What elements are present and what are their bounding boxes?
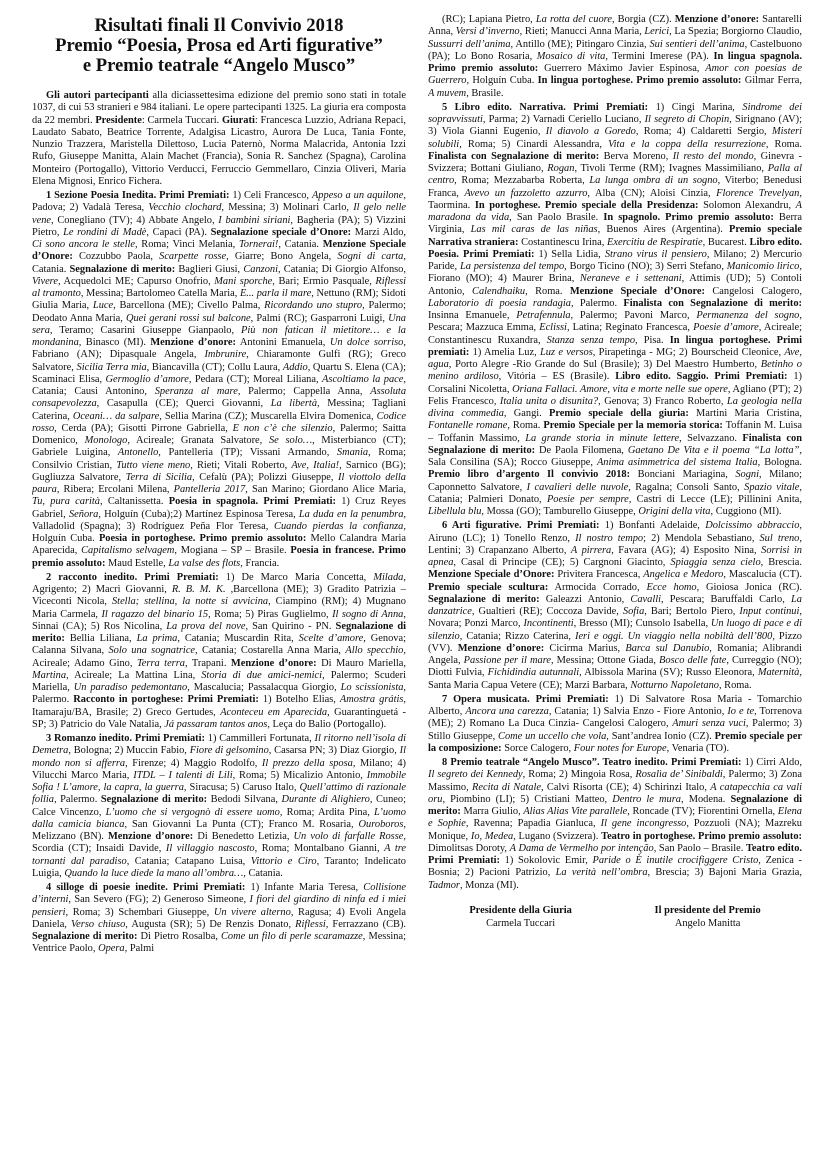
paragraphs_right-paragraph: 7 Opera musicata. Primi Premiati: 1) Di Salvatore Rosa Maria - Tomarchio Alberto, Ancora una carezza, Catania; 1) Salvia Enzo - Fiore Antonio, Io e te, Torrenova (ME); 2) Romano La Duca Cinzia- Cangelosi Calogero, Amuri senza vuci, Palermo; 3) Stillo Giuseppe, Come un uccello che vola, Sant’andrea Ionio (CZ). Premio speciale per la composizione: Sorce Calogero, Four notes for Europe, Venaria (TO).	[428, 693, 802, 754]
signature-name: Carmela Tuccari	[486, 917, 556, 929]
paragraphs_left-paragraph: 3 Romanzo inedito. Primi Premiati: 1) Cammilleri Fortunata, Il ritorno nell’isola di Demetra, Bologna; 2) Muccin Fabio, Fiore di gelsomino, Casarsa PN; 3) Diaz Giorgio, Il mondo non si afferra, Firenze; 4) Maggio Rodolfo, Il prezzo della sposa, Milano; 4) Vilucchi Marco Maria, ITDL – I talenti di Lili, Roma; 5) Micalizio Antonio, Immobile Sofia ! L’amore, la capra, la guerra, Siracusa; 5) Caruso Italo, Quell’attimo di razionale follia, Palermo. Segnalazione di merito: Bedodi Silvana, Durante di Alighiero, Cuneo; Calce Vincenzo, L’uomo che si vergognò di essere uomo, Roma; Ardita Pina, L’uomo dalla camicia bianca, San Giovanni La Punta (CT); Franco M. Rosaria, Ouroboros, Melizzano (BN). Menzione d’onore: Di Benedetto Letizia, Un volo di farfalle Rosse, Scordia (CT); Insaidi Davide, Il villaggio nascosto, Roma; Montalbano Gianni, A tre tornanti dal paradiso, Catania; Catapano Luisa, Vittorio e Ciro, Taranto; Indelicato Luigia, Quando la luce diede la mano all’ombra…, Catania.	[32, 733, 406, 879]
paragraphs_right-paragraph: (RC); Lapiana Pietro, La rotta del cuore, Borgia (CZ). Menzione d’onore: Santarelli Anna, Versi d’inverno, Rieti; Manucci Anna Maria, Lerici, La Spezia; Borgiorno Claudio, Sussurri dell’anima, Antillo (ME); Pitingaro Cinzia, Sui sentieri dell’anima, Castelbuono (PA); Lo Bono Rosaria, Mosaico di vita, Termini Imerese (PA). In lingua spagnola. Primo premio assoluto: Guerrero Máximo Javier Espinosa, Amor con poesías de Guerrero, Holguín Cuba. In lingua portoghese. Primo premio assoluto: Gilmar Ferra, A muvem, Brasile.	[428, 14, 802, 99]
title-line-3: e Premio teatrale “Angelo Musco”	[82, 55, 356, 76]
paragraphs_right-paragraph: 6 Arti figurative. Primi Premiati: 1) Bonfanti Adelaide, Dolcissimo abbraccio, Airuno (LC); 1) Tonello Renzo, Il nostro tempo; 2) Mendola Sebastiano, Sul treno, Lentini; 3) Crapanzano Alberto, A pirrera, Favara (AG); 4) Esposito Nina, Sorrisi in apnea, Casal di Principe (CE); 5) Cargnoni Giacinto, Spiaggia senza cielo, Brescia. Menzione Speciale d’Onore: Privitera Francesca, Angelica e Medoro, Mascalucia (CT). Premio speciale scultura: Armocida Corrado, Ecce homo, Gioiosa Jonica (RC). Segnalazione di merito: Galeazzi Antonio, Cavalli, Pescara; Baruffaldi Carlo, La danzatrice, Gualtieri (RE); Coccoza Davide, Sofia, Bari; Bertolo Piero, Input continui, Novara; Ponzi Marco, Incontinenti, Bresso (MI); Cunsolo Isabella, Un luogo di pace e di silenzio, Catania; Rizzo Caterina, Ieri e oggi. Un viaggio nella nobiltà dell’800, Pizzo (VV). Menzione d’onore: Cicirma Marius, Barca sul Danubio, Romania; Alibrandi Angela, Passione per il mare, Messina; Ottone Giada, Bosco delle fate, Curreggio (NO); Diotti Fulvia, Fichidindia autunnali, Albissola Marina (SV); Russo Eleonora, Maternità, Santa Maria Capua Vetere (CE); Marzi Barbara, Notturno Napoletano, Roma.	[428, 520, 802, 691]
paragraphs_left-paragraph: 2 racconto inedito. Primi Premiati: 1) De Marco Maria Concetta, Milada, Agrigento; 2) Macrì Giovanni, R. B. M. K. ,Barcellona (ME); 3) Gradito Patrizia – Viceconti Nicola, Stella; stellina, la notte si avvicina, Ciampino (RM); 4) Mugnano Maria Carmela, Il ragazzo del binario 15, Roma; 5) Piras Guglielmo, Il sogno di Anna, Sinnai (CA); 5) Ros Nicolina, La prova del nove, San Quirino - PN. Segnalazione di merito: Bellia Liliana, La prima, Catania; Muscardin Rita, Scelte d’amore, Genova; Calanna Silvana, Solo una sognatrice, Catania; Costarella Anna Maria, Allo specchio, Acireale; Adamo Gino, Terra terra, Trapani. Menzione d’onore: Di Mauro Mariella, Martina, Acireale; La Mattina Lina, Storia di due amici-nemici, Palermo; Scuderi Mariella, Un paradiso pedemontano, Mascalucia; Passalacqua Giorgio, Lo scissionista, Palermo. Racconto in portoghese: Primi Premiati: 1) Botelho Elias, Amostra grátis, Itamaraju/BA, Brasile; 2) Greco Gertudes, Aconteceu em Aparecida, Guarantinguetá - SP; 3) Patricio do Vale Natalia, Já passaram tantos anos, Leça do Balio (Portogallo).	[32, 571, 406, 730]
signatures	[428, 904, 802, 930]
signature-name: Angelo Manitta	[674, 917, 741, 929]
results-page	[32, 14, 802, 1159]
title-line-1: Risultati finali Il Convivio 2018	[94, 15, 344, 36]
signature-role: Il presidente del Premio	[654, 904, 761, 916]
left-column	[32, 14, 406, 1159]
paragraphs_right-paragraph: 5 Libro edito. Narrativa. Primi Premiati: 1) Cingi Marina, Sindrome dei sopravvissuti, Parma; 2) Varnadi Ceriello Luciano, Il segreto di Chopin, Sirignano (AV); 3) Viola Gianni Eugenio, Il diavolo a Goredo, Roma; 4) Caldaretti Sergio, Misteri solubili, Roma; 5) Cinardi Alessandra, Vita e la coppa della resurrezione, Roma. Finalista con Segnalazione di merito: Berva Moreno, Il resto del mondo, Ginevra - Svizzera; Bottani Giuliano, Rogan, Tivoli Terme (RM); Ivagnes Massimiliano, Palla al centro, Roma; Mezzabarba Roberta, La lunga ombra di un sogno, Viterbo; Benedusi Franca, Avevo un fazzoletto azzurro, Alba (CN); Aloisi Cinzia, Florence Trevelyan, Taormina. In portoghese. Premio speciale della Presidenza: Solomon Alexandru, A maradona da vida, San Paolo Brasile. In spagnolo. Primo premio assoluto: Berra Virginia, Las mil caras de las niñas, Buenos Aires (Argentina). Premio speciale Narrativa straniera: Costantinescu Irina, Exercitiu de Respiratie, Bucarest. Libro edito. Poesia. Primi Premiati: 1) Sella Lidia, Strano virus il pensiero, Milano; 2) Mercurio Paride, La persistenza del tempo, Borgo Ticino (NO); 3) Serri Stefano, Manicomio lirico, Fiorano (MO); 4) Maurer Brina, Neraneve e i settenani, Attimis (UD); 5) Contoli Antonio, Calendhaiku, Roma. Menzione Speciale d’Onore: Cangelosi Calogero, Laboratorio di poesia randagia, Palermo. Finalista con Segnalazione di merito: Insinna Emanuele, Petrafennula, Palermo; Pavoni Marco, Permanenza del sogno, Pescara; Mazzuca Emma, Eclissi, Latina; Reginato Francesca, Poesie d’amore, Acireale; Constantinescu Ruxandra, Stanza senza tempo, Pisa. In lingua portoghese. Primi premiati: 1) Amelia Luz, Luz e versos, Pirapetinga - MG; 2) Bourscheid Cleonice, Ave, agua, Porto Alegre -Rio Grande do Sul (Brasile); 3) Del Maestro Humberto, Betinho o menino ardiloso, Vitória – ES (Brasile). Libro edito. Saggio. Primi Premiati: 1) Corsalini Nicoletta, Oriana Fallaci. Amore, vita e morte nelle sue opere, Agliano (PT); 2) Felis Francesco, Italia unita o disunita?, Genova; 3) Franco Roberto, La geologia nella divina commedia, Gangi. Premio speciale della giuria: Martini Maria Cristina, Fontanelle romane, Roma. Premio Speciale per la memoria storica: Toffanin M. Luisa – Toffanin Massimo, La grande storia in minute lettere, Selvazzano. Finalista con Segnalazione di merito: De Paola Filomena, Gaetano De Vita e il poema “La lotta”, Sala Consilina (SA); Rocco Giuseppe, Anima asimmetrica del sistema Italia, Bologna. Premio libro d’argento Il convivio 2018: Bonciani Mariagina, Sogni, Milano; Caponnetto Salvatore, I cavalieri delle nuvole, Ragalna; Consoli Santo, Spazio vitale, Catania; Palmieri Donato, Poesie per sempre, Castri di Lecce (LE); Pillinini Anita, Libellula blu, Mossa (GO); Tamburello Giuseppe, Origini della vita, Cuggiono (MI).	[428, 101, 802, 517]
paragraphs_left-paragraph: 1 Sezione Poesia Inedita. Primi Premiati: 1) Celi Francesco, Appeso a un aquilone, Padova; 2) Vadalà Teresa, Vecchio clochard, Messina; 3) Molinari Carlo, Il gelo nelle vene, Conegliano (TV); 4) Abbate Angelo, I bambini siriani, Bagheria (PA); 5) Vizzini Pietro, Le rondini di Madè, Capaci (PA). Segnalazione speciale d’Onore: Marzi Aldo, Ci sono ancora le stelle, Roma; Vinci Melania, Tornerai!, Catania. Menzione Speciale d’Onore: Cozzubbo Paola, Scarpette rosse, Giarre; Bono Angela, Sogni di carta, Catania. Segnalazione di merito: Baglieri Giusi, Canzoni, Catania; Di Giorgio Alfonso, Vivere, Acquedolci ME; Capurso Onofrio, Mani sporche, Bari; Ermio Pasquale, Riflessi al tramonto, Messina; Bartolomeo Catella Maria, E... parla il mare, Nettuno (RM); Sidoti Giulia Maria, Luce, Barcellona (ME); Civello Palma, Ricordando uno stupro, Palermo; Deodato Anna Maria, Quei gerani rossi sul balcone, Palmi (RC); Gasparroni Luigi, Una sera, Teramo; Casarini Giuseppe Gianpaolo, Più non fatican il mietitore… e la mondanina, Binasco (MI). Menzione d’onore: Antonini Emanuela, Un dolce sorriso, Fabriano (AN); Dipasquale Angela, Imbrunire, Chiaramonte Gulfi (RG); Greco Salvatore, Sicilia Terra mia, Biancavilla (CT); Collu Laura, Addio, Quartu S. Elena (CA); Scaminaci Elisa, Germoglio d’amore, Pedara (CT); Moreal Liliana, Ascoltiamo la pace, Catania; Causi Antonino, Speranza al mare, Palermo; Cappella Anna, Assoluta consapevolezza, Casapulla (CE); Querci Giovanni, La libertà, Messina; Taglianì Caterina, Oceani… da salpare, Sellia Marina (CZ); Muscarella Elvira Domenica, Codice rosso, Cerda (PA); Gisotti Pirrone Gabriella, E non c’è che silenzio, Palermo; Saitta Domenico, Monologo, Acireale; Granata Salvatore, Se solo…, Misterbianco (CT); Gabriele Luigina, Antonello, Pantelleria (TP); Vissani Armando, Smania, Roma; Consilvio Cristian, Tutto viene meno, Rieti; Vitali Roberto, Ave, Italia!, Sarnico (BG); Gugliuzza Salvatore, Terra di Sicilia, Cefalù (PA); Polizzi Giuseppe, Il viottolo della paura, Ribera; Ercolani Milena, Pantelleria 2017, San Marino; Giordano Alice Maria, Tu, pura carità, Caltanissetta. Poesia in spagnola. Primi Premiati: 1) Cruz Reyes Gabriel, Señora, Holguín (Cuba);2) Martínez Espinosa Teresa, La duda en la penumbra, Valladolid (Spagna); 3) Rodríguez Peña Flor Teresa, Cuando pierdas la confianza, Holguín Cuba. Poesia in portoghese. Primo premio assoluto: Mello Calandra Maria Aparecida, Capitalismo selvagem, Mogiana – SP – Brasile. Poesia in francese. Primo premio assoluto: Maud Estelle, La valse des flots, Francia.	[32, 190, 406, 569]
right-column	[428, 14, 802, 1159]
right-column-body	[428, 14, 802, 892]
paragraphs_left-paragraph: 4 silloge di poesie inedite. Primi Premiati: 1) Infante Maria Teresa, Collisione d’interni, San Severo (FG); 2) Generoso Simeone, I fiori del giardino di ninfa ed i miei pensieri, Roma; 3) Schembari Giuseppe, Un vivere alterno, Ragusa; 4) Evoli Angela Daniela, Verso chiuso, Augusta (SR); 5) De Renzis Donato, Riflessi, Ferrazzano (CB). Segnalazione di merito: Di Pietro Rosalba, Come un filo di perle scaramazze, Messina; Ventrice Paolo, Opera, Palmi	[32, 882, 406, 955]
page-title	[32, 16, 406, 76]
paragraphs_left-paragraph: Gli autori partecipanti alla diciassettesima edizione del premio sono stati in totale 1037, di cui 53 stranieri e 984 italiani. Le opere partecipanti 1325. La giuria era composta da 22 membri. Presidente: Carmela Tuccari. Giurati: Francesca Luzzio, Adriana Repaci, Laudato Sabato, Beatrice Torrente, Adalgisa Licastro, Aurora De Luca, Tania Fonte, Nunzio Trazzera, Maristella Dilettoso, Lucia Paternò, Norma Malacrida, Antonia Izzi Rufo, Giuseppe Manitta, Alain Machet (Francia), Sonia R. Sanchez (Spagna), Carolina Monteiro (Portogallo), Vittorio Verducci, Ferruccio Gemmellaro, Cinzia Oliveri, Maria Elena Mignosi, Enrico Fichera.	[32, 90, 406, 187]
signature-prize-president	[655, 904, 761, 930]
paragraphs_right-paragraph: 8 Premio teatrale “Angelo Musco”. Teatro inedito. Primi Premiati: 1) Cirri Aldo, Il segreto dei Kennedy, Roma; 2) Mingoia Rosa, Rosalìa de’ Sinibaldi, Palermo; 3) Zona Massimo, Recita di Natale, Calvi Risorta (CE); 4) Schirinzi Italo, A catapecchia ca vali oru, Piombino (LI); 5) Cristiani Matteo, Dentro le mura, Modena. Segnalazione di merito: Marra Giulio, Alias Alias Vite parallele, Roncade (TV); Fiorentini Ornella, Elena e Sophie, Ravenna; Papadia Gianluca, Il gene incongresso, Pozzuoli (NA); Mazreku Monique, Io, Medea, Lugano (Svizzera). Teatro in portoghese. Primo premio assoluto: Dimolitsas Doroty, A Dama de Vermelho por intenção, San Paolo – Brasile. Teatro edito. Primi Premiati: 1) Sokolovic Emir, Paride o È inutile crocifiggere Cristo, Zenica - Bosnia; 2) Pacioni Patrizio, La verità nell’ombra, Brescia; 3) Bajoni Maria Grazia, Tadmor, Monza (MI).	[428, 757, 802, 891]
signature-role: Presidente della Giuria	[469, 904, 572, 916]
title-line-2: Premio “Poesia, Prosa ed Arti figurative”	[55, 35, 383, 56]
signature-jury-president	[469, 904, 572, 930]
left-column-body	[32, 90, 406, 956]
